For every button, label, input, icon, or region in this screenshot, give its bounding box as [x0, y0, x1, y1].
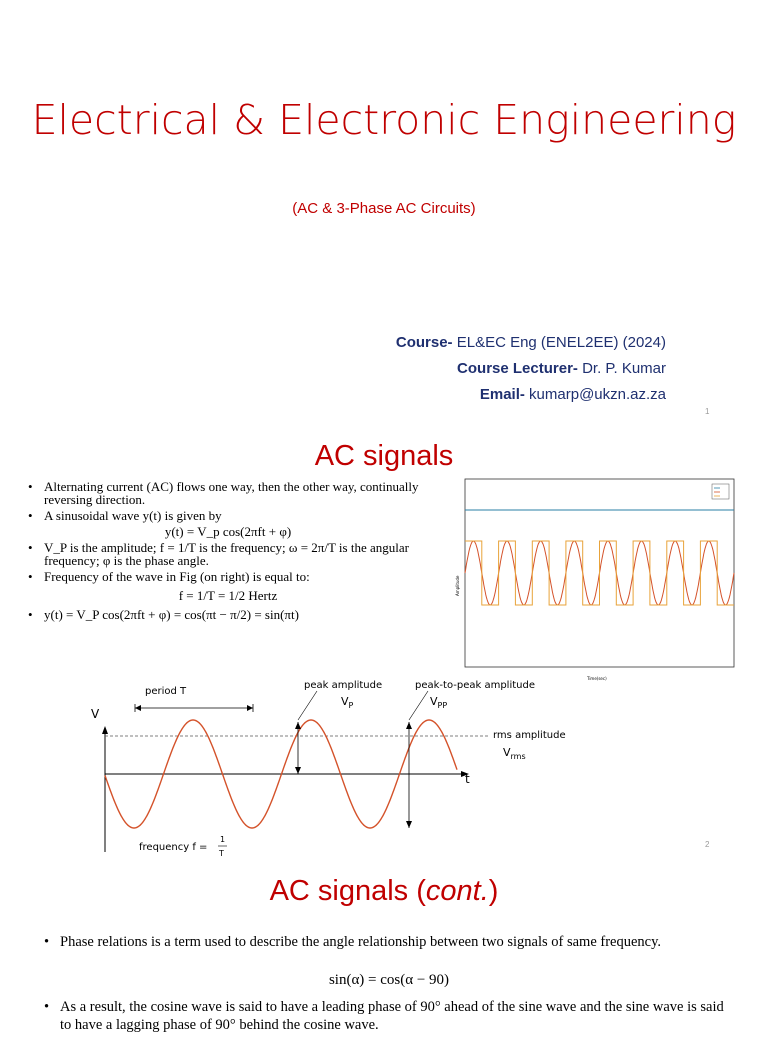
pp-label: peak-to-peak amplitude	[415, 680, 535, 691]
email-value[interactable]: kumarp@ukzn.az.za	[529, 386, 666, 403]
bullet-list	[28, 480, 428, 624]
matlab-plot	[455, 476, 740, 686]
title-slide	[0, 0, 768, 432]
lecturer-line	[457, 360, 666, 377]
email-line	[480, 386, 666, 403]
peak-symbol: $V_P$	[341, 695, 354, 710]
email-label: Email-	[479, 386, 525, 403]
equation-sin-cos: sin(α) = cos(α − 90)	[328, 972, 450, 988]
svg-text:T: T	[219, 849, 224, 858]
page-number-2: 2	[705, 840, 710, 849]
lecturer-value: Dr. P. Kumar	[582, 360, 666, 377]
main-title: Electrical & Electronic Engineering	[31, 96, 737, 144]
peak-label: peak amplitude	[304, 680, 383, 691]
pp-symbol: $V_{PP}$	[430, 695, 448, 710]
equation-y-of-t: y(t) = V_p cos(2πft + φ)	[164, 524, 292, 539]
bullet-frequency: • Frequency of the wave in Fig (on right) is equal to:	[28, 570, 428, 583]
y-axis-v-label: V	[91, 707, 100, 721]
bullet-leading-phase: • As a result, the cosine wave is said to have a leading phase of 90° ahead of the sine wave and the sine wave is said to have a lagging phase of 90° behind the cosine wave.	[44, 998, 734, 1037]
sine-wave-diagram	[85, 676, 566, 861]
bullet-example: • y(t) = V_P cos(2πft + φ) = cos(πt − π/2) = sin(πt)	[28, 608, 428, 621]
slide-title-cont: AC signals (cont.)	[269, 875, 499, 907]
period-label: period T	[145, 686, 187, 697]
legend-box	[712, 484, 729, 499]
slide-title: AC signals	[314, 440, 454, 472]
page-number: 1	[705, 407, 710, 416]
svg-text:1: 1	[220, 835, 226, 844]
lecturer-label: Course Lecturer-	[457, 360, 578, 377]
course-line	[396, 334, 666, 351]
course-value: EL&EC Eng (ENEL2EE) (2024)	[456, 334, 666, 351]
bullet-sine-wave: • A sinusoidal wave y(t) is given by	[28, 509, 428, 522]
course-label: Course-	[395, 334, 453, 351]
bullet-ac-definition: • Alternating current (AC) flows one way, then the other way, continually reversing direction.	[28, 480, 428, 506]
frequency-label: frequency f =	[139, 842, 208, 853]
rms-symbol: $V_{rms}$	[503, 746, 526, 761]
y-axis-label: Amplitude	[455, 575, 460, 596]
x-axis-label: Time(sec)	[587, 676, 607, 681]
equation-frequency: f = 1/T = 1/2 Hertz	[178, 588, 278, 603]
bullet-amplitude: • V_P is the amplitude; f = 1/T is the frequency; ω = 2π/T is the angular frequency; φ is the phase angle.	[28, 541, 428, 567]
rms-label: rms amplitude	[493, 730, 566, 741]
subtitle: (AC & 3-Phase AC Circuits)	[292, 200, 476, 217]
t-axis-label: t	[465, 772, 470, 786]
bullet-phase-relations: • Phase relations is a term used to describe the angle relationship between two signals of same frequency.	[44, 933, 734, 954]
